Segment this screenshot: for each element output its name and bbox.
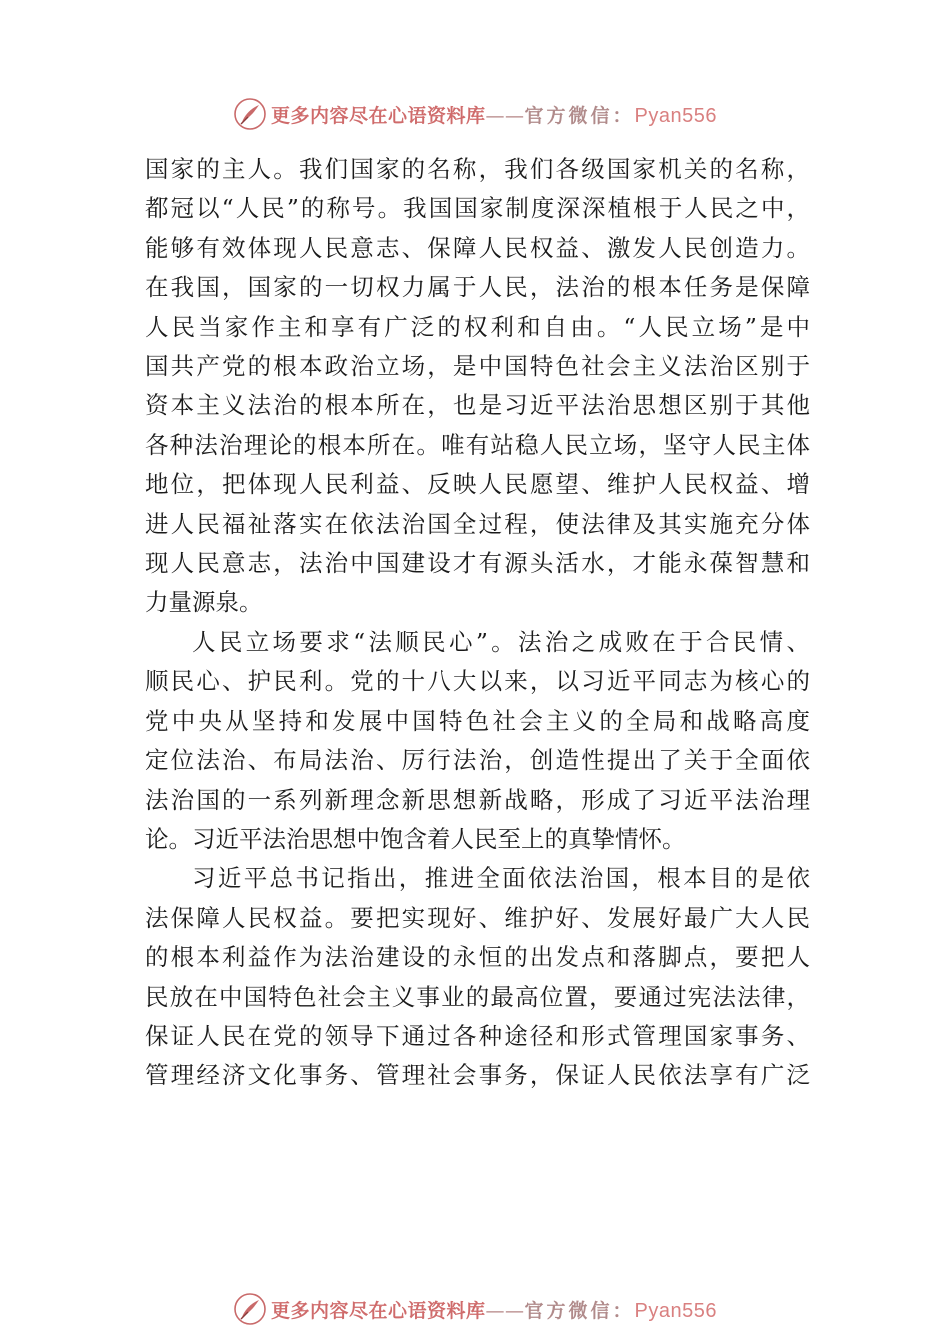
watermark-dash: —— (485, 1299, 525, 1322)
watermark-dash: —— (485, 104, 525, 127)
text-line: 力量源泉。 (145, 588, 263, 617)
quill-logo-icon (233, 1292, 267, 1326)
watermark-wechat-id: Pyan556 (634, 1299, 717, 1322)
text-line: 定位法治、布局法治、厉行法治，创造性提出了关于全面依 (145, 746, 810, 775)
text-line: 国共产党的根本政治立场，是中国特色社会主义法治区别于 (145, 352, 810, 381)
text-line: 论。习近平法治思想中饱含着人民至上的真挚情怀。 (145, 824, 686, 853)
text-line: 习近平总书记指出，推进全面依法治国，根本目的是依 (192, 864, 810, 893)
watermark-title: 更多内容尽在心语资料库 (271, 104, 486, 127)
watermark-wechat-id: Pyan556 (634, 104, 717, 127)
text-line: 各种法治理论的根本所在。唯有站稳人民立场，坚守人民主体 (145, 430, 810, 459)
text-line: 都冠以“人民”的称号。我国国家制度深深植根于人民之中， (145, 194, 810, 223)
text-line: 党中央从坚持和发展中国特色社会主义的全局和战略高度 (145, 706, 810, 735)
text-line: 地位，把体现人民利益、反映人民愿望、维护人民权益、增 (145, 470, 810, 499)
footer-watermark (0, 1287, 950, 1331)
text-line: 民放在中国特色社会主义事业的最高位置，要通过宪法法律， (145, 982, 810, 1011)
text-line: 顺民心、护民利。党的十八大以来，以习近平同志为核心的 (145, 667, 810, 696)
text-line: 的根本利益作为法治建设的永恒的出发点和落脚点，要把人 (145, 943, 810, 972)
text-line: 国家的主人。我们国家的名称，我们各级国家机关的名称， (145, 155, 810, 183)
watermark-wechat-label: 官方微信： (524, 104, 635, 127)
text-line: 能够有效体现人民意志、保障人民权益、激发人民创造力。 (145, 233, 810, 262)
text-line: 保证人民在党的领导下通过各种途径和形式管理国家事务、 (145, 1021, 810, 1050)
text-line: 管理经济文化事务、管理社会事务，保证人民依法享有广泛 (145, 1061, 810, 1090)
text-line: 现人民意志，法治中国建设才有源头活水，才能永葆智慧和 (145, 549, 810, 578)
text-line: 在我国，国家的一切权力属于人民，法治的根本任务是保障 (145, 273, 810, 302)
text-line: 人民立场要求“法顺民心”。法治之成败在于合民情、 (192, 627, 810, 656)
text-line: 人民当家作主和享有广泛的权利和自由。“人民立场”是中 (145, 312, 810, 341)
text-line: 资本主义法治的根本所在，也是习近平法治思想区别于其他 (145, 391, 810, 420)
text-line: 法保障人民权益。要把实现好、维护好、发展好最广大人民 (145, 903, 810, 932)
quill-logo-icon (233, 97, 267, 131)
text-line: 进人民福祉落实在依法治国全过程，使法律及其实施充分体 (145, 509, 810, 538)
watermark-wechat-label: 官方微信： (524, 1299, 635, 1322)
text-line: 法治国的一系列新理念新思想新战略，形成了习近平法治理 (145, 785, 810, 814)
header-watermark (0, 92, 950, 136)
document-body (145, 150, 810, 1096)
watermark-title: 更多内容尽在心语资料库 (271, 1299, 486, 1322)
